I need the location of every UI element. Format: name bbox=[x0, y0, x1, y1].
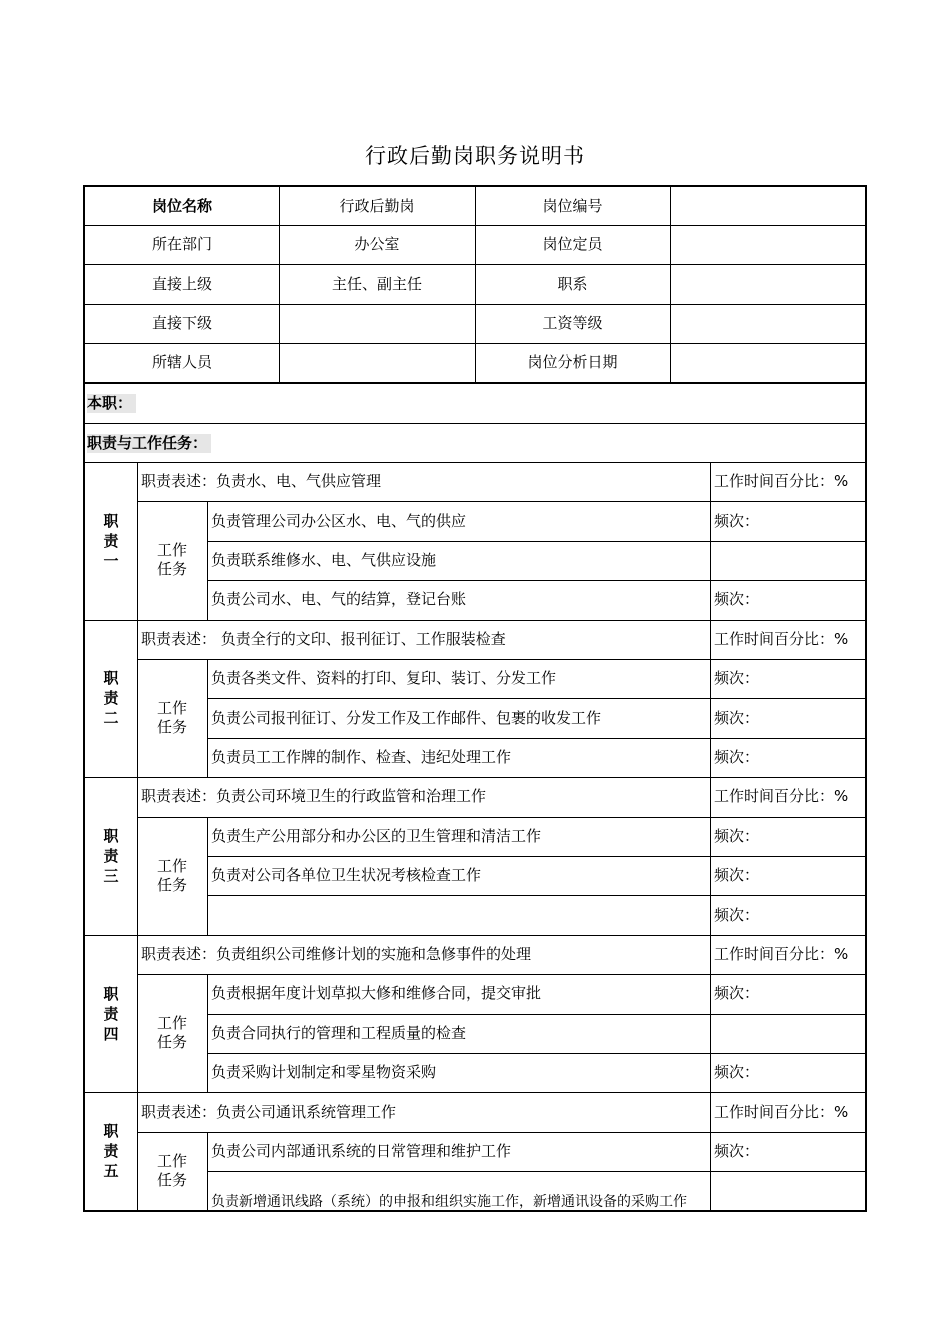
header-label: 直接上级 bbox=[151, 274, 212, 293]
task-text: 负责公司水、电、气的结算，登记台账 bbox=[211, 590, 467, 609]
task-label-text: 任务 bbox=[156, 875, 187, 894]
duty-label-char: 三 bbox=[103, 866, 119, 885]
duty-time-percent: 工作时间百分比：% bbox=[714, 787, 849, 806]
task-label bbox=[137, 974, 207, 1092]
duty-label bbox=[85, 935, 137, 1093]
duty-label-char: 五 bbox=[103, 1162, 119, 1181]
task-label-text: 工作 bbox=[156, 541, 187, 560]
grid-line bbox=[207, 501, 208, 619]
task-text: 负责生产公用部分和办公区的卫生管理和清洁工作 bbox=[211, 826, 542, 845]
grid-line bbox=[207, 974, 208, 1092]
task-frequency: 频次： bbox=[714, 708, 760, 727]
header-label: 职系 bbox=[557, 274, 588, 293]
duty-statement: 职责表述：负责公司通讯系统管理工作 bbox=[141, 1102, 397, 1121]
grid-line bbox=[710, 462, 711, 620]
duty-time-percent: 工作时间百分比：% bbox=[714, 944, 849, 963]
task-frequency: 频次： bbox=[714, 511, 760, 530]
duty-label bbox=[85, 777, 137, 935]
benzhi-row bbox=[85, 384, 865, 423]
task-label-text: 工作 bbox=[156, 1152, 187, 1171]
duty-label-char: 责 bbox=[103, 689, 119, 708]
duty-time-percent: 工作时间百分比：% bbox=[714, 629, 849, 648]
task-label bbox=[137, 659, 207, 777]
duty-time-percent: 工作时间百分比：% bbox=[714, 472, 849, 491]
duty-label-char: 责 bbox=[103, 1142, 119, 1161]
job-description-table bbox=[83, 185, 867, 1212]
task-text: 负责公司内部通讯系统的日常管理和维护工作 bbox=[211, 1141, 512, 1160]
duty-label-char: 职 bbox=[103, 984, 119, 1003]
task-label-text: 工作 bbox=[156, 856, 187, 875]
task-label-text: 工作 bbox=[156, 1014, 187, 1033]
header-label: 所辖人员 bbox=[151, 353, 212, 371]
header-label: 工资等级 bbox=[542, 314, 603, 332]
duty-statement: 职责表述：负责水、电、气供应管理 bbox=[141, 472, 382, 491]
task-text: 负责各类文件、资料的打印、复印、装订、分发工作 bbox=[211, 669, 557, 688]
header-value bbox=[670, 225, 865, 264]
task-label bbox=[137, 1132, 207, 1211]
task-frequency: 频次： bbox=[714, 747, 760, 766]
duty-label-char: 责 bbox=[103, 846, 119, 865]
task-text: 负责根据年度计划草拟大修和维修合同，提交审批 bbox=[211, 984, 542, 1003]
benzhi-label: 本职： bbox=[87, 394, 136, 413]
header-value bbox=[279, 304, 475, 343]
task-label-text: 工作 bbox=[156, 699, 187, 718]
grid-line bbox=[137, 1092, 138, 1210]
header-value bbox=[670, 304, 865, 343]
task-frequency bbox=[710, 1171, 865, 1210]
duty-label-char: 职 bbox=[103, 826, 119, 845]
header-value bbox=[279, 343, 475, 382]
task-text: 负责新增通讯线路（系统）的申报和组织实施工作，新增通讯设备的采购工作 bbox=[211, 1193, 687, 1210]
grid-line bbox=[137, 777, 138, 935]
header-label: 直接下级 bbox=[151, 314, 212, 332]
task-label-text: 任务 bbox=[156, 1171, 187, 1190]
grid-line bbox=[710, 1092, 711, 1210]
header-value bbox=[670, 187, 865, 225]
task-label-text: 任务 bbox=[156, 560, 187, 579]
task-frequency: 频次： bbox=[714, 866, 760, 885]
task-text: 负责管理公司办公区水、电、气的供应 bbox=[211, 511, 467, 530]
task-frequency: 频次： bbox=[714, 984, 760, 1003]
header-label: 岗位分析日期 bbox=[527, 353, 618, 371]
header-label: 岗位名称 bbox=[151, 196, 212, 215]
page-title: 行政后勤岗职务说明书 bbox=[365, 144, 585, 168]
grid-line bbox=[137, 620, 138, 778]
grid-line bbox=[670, 187, 671, 382]
grid-line bbox=[137, 935, 138, 1093]
task-frequency bbox=[710, 541, 865, 580]
duty-label-char: 四 bbox=[103, 1024, 119, 1043]
duty-statement: 职责表述： 负责全行的文印、报刊征订、工作服装检查 bbox=[141, 629, 506, 648]
duty-label-char: 责 bbox=[103, 531, 119, 550]
task-label bbox=[137, 817, 207, 935]
task-label bbox=[137, 501, 207, 619]
task-text: 负责公司报刊征订、分发工作及工作邮件、包裹的收发工作 bbox=[211, 708, 602, 727]
task-text: 负责采购计划制定和零星物资采购 bbox=[211, 1063, 437, 1082]
header-label: 岗位定员 bbox=[542, 235, 603, 253]
task-frequency: 频次： bbox=[714, 1141, 760, 1160]
duties-label: 职责与工作任务： bbox=[87, 434, 211, 453]
grid-line bbox=[137, 462, 138, 620]
grid-line bbox=[279, 187, 280, 382]
task-label-text: 任务 bbox=[156, 718, 187, 737]
duty-label-char: 一 bbox=[103, 551, 119, 570]
header-value: 行政后勤岗 bbox=[339, 196, 415, 215]
header-value bbox=[670, 343, 865, 382]
duty-statement: 职责表述：负责组织公司维修计划的实施和急修事件的处理 bbox=[141, 944, 532, 963]
duty-time-percent: 工作时间百分比：% bbox=[714, 1102, 849, 1121]
grid-line bbox=[207, 1132, 208, 1211]
header-value: 办公室 bbox=[354, 235, 400, 253]
grid-line bbox=[475, 187, 476, 382]
duty-label bbox=[85, 620, 137, 778]
header-value: 主任、副主任 bbox=[331, 274, 422, 293]
duty-label-char: 二 bbox=[103, 709, 119, 728]
duty-label-char: 责 bbox=[103, 1004, 119, 1023]
task-label-text: 任务 bbox=[156, 1033, 187, 1052]
header-label: 所在部门 bbox=[151, 235, 212, 253]
task-text: 负责对公司各单位卫生状况考核检查工作 bbox=[211, 866, 482, 885]
task-frequency: 频次： bbox=[714, 590, 760, 609]
grid-line bbox=[710, 935, 711, 1093]
task-frequency: 频次： bbox=[714, 669, 760, 688]
duty-statement: 职责表述：负责公司环境卫生的行政监管和治理工作 bbox=[141, 787, 487, 806]
grid-line bbox=[207, 817, 208, 935]
duties-header-row bbox=[85, 424, 865, 462]
task-frequency: 频次： bbox=[714, 905, 760, 924]
duty-label-char: 职 bbox=[103, 669, 119, 688]
duty-label bbox=[85, 462, 137, 620]
task-text: 负责联系维修水、电、气供应设施 bbox=[211, 550, 437, 569]
grid-line bbox=[710, 777, 711, 935]
task-text: 负责员工工作牌的制作、检查、违纪处理工作 bbox=[211, 747, 512, 766]
grid-line bbox=[710, 620, 711, 778]
grid-line bbox=[207, 659, 208, 777]
duty-label-char: 职 bbox=[103, 511, 119, 530]
task-text: 负责合同执行的管理和工程质量的检查 bbox=[211, 1023, 467, 1042]
duty-label-char: 职 bbox=[103, 1122, 119, 1141]
header-label: 岗位编号 bbox=[542, 196, 603, 215]
duty-label bbox=[85, 1092, 137, 1210]
task-frequency bbox=[710, 1014, 865, 1053]
task-frequency: 频次： bbox=[714, 826, 760, 845]
task-text bbox=[207, 895, 710, 934]
header-value bbox=[670, 264, 865, 304]
task-frequency: 频次： bbox=[714, 1063, 760, 1082]
